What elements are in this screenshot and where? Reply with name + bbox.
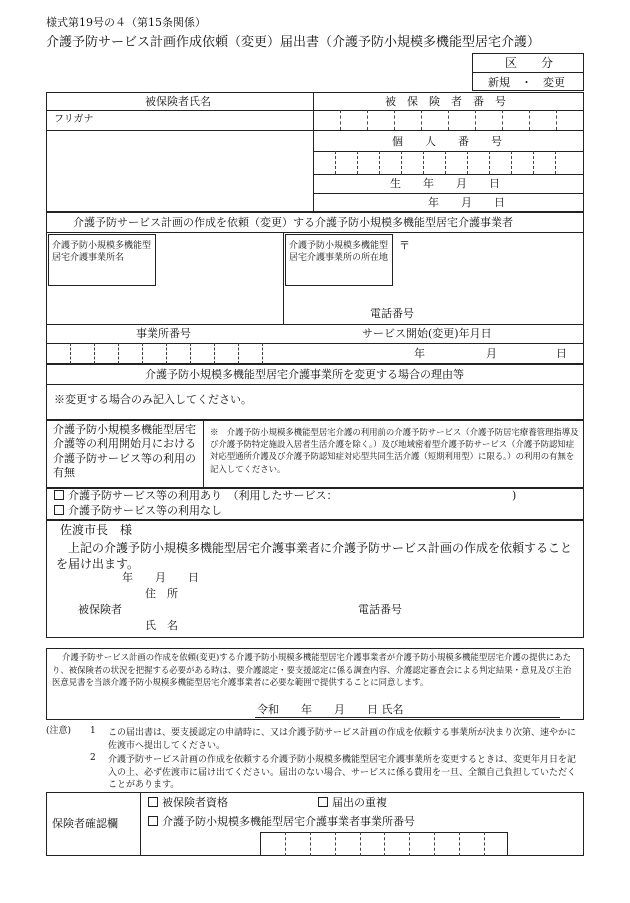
- request-phone-label: 電話番号: [358, 603, 402, 616]
- form-number: 様式第19号の４（第15条関係）: [46, 16, 206, 29]
- insured-number-field[interactable]: [314, 111, 583, 129]
- address-label: 住 所: [145, 587, 178, 600]
- note-2-num: 2: [90, 753, 96, 763]
- request-applicant-field[interactable]: [190, 586, 570, 634]
- kubun-label: 区 分: [505, 56, 554, 70]
- provider-name-field[interactable]: [48, 288, 280, 322]
- consent-sign-line[interactable]: 令和 年 月 日 氏名: [257, 703, 404, 716]
- start-date-year: 年: [414, 347, 425, 360]
- provider-name-label: 介護予防小規模多機能型居宅介護事業所名: [52, 241, 152, 264]
- change-reason-title: 介護予防小規模多機能型居宅介護事業所を変更する場合の理由等: [145, 368, 464, 381]
- change-reason-field[interactable]: [48, 408, 580, 418]
- confirm-item-2-checkbox[interactable]: [318, 797, 328, 807]
- notes-label: (注意): [46, 726, 72, 736]
- provider-address-field[interactable]: [410, 236, 580, 296]
- confirm-label: 保険者確認欄: [52, 817, 118, 830]
- option-yes[interactable]: 介護予防サービス等の利用あり （利用したサービス：: [54, 490, 338, 501]
- request-name-label: 氏 名: [145, 619, 178, 632]
- prior-use-label: 介護予防小規模多機能型居宅介護等の利用開始月における介護予防サービス等の利用の有無: [53, 423, 196, 479]
- office-number-field[interactable]: [47, 344, 282, 363]
- confirm-item-1-checkbox[interactable]: [148, 797, 158, 807]
- addressee: 佐渡市長 様: [60, 523, 133, 537]
- option-yes-close: ): [512, 489, 517, 502]
- confirm-item-3-checkbox[interactable]: [148, 816, 158, 826]
- consent-text: 介護予防サービス計画の作成を依頼(変更)する介護予防小規模多機能型居宅介護事業者が介護予防小規模多機能型居宅介護の提供にあたり、被保険者の状況を把握する必要がある時は、要介護認定・要支援認定に係る調査内容、介護認定審査会による判定結果・意見及び主治医意見書を当該介護予防小規模多機能型居宅介護事業者に必要な範囲で提供することに同意します。: [52, 652, 572, 688]
- provider-phone-label: 電話番号: [370, 307, 414, 320]
- option-no[interactable]: 介護予防サービス等の利用なし: [54, 505, 222, 516]
- confirm-item-2[interactable]: 届出の重複: [318, 797, 387, 808]
- request-body: 上記の介護予防小規模多機能型居宅介護事業者に介護予防サービス計画の作成を依頼することを届け出ます。: [56, 541, 573, 572]
- office-number-label: 事業所番号: [136, 327, 191, 340]
- start-date-field[interactable]: [285, 344, 582, 363]
- insured-number-label: 被 保 険 者 番 号: [385, 95, 506, 108]
- provider-address-label: 介護予防小規模多機能型居宅介護事業所の所在地: [289, 241, 389, 264]
- insured-name-field[interactable]: [54, 132, 304, 210]
- prior-use-note: ※ 介護予防小規模多機能型居宅介護の利用前の介護予防サービス（介護予防居宅療養管理指導及び介護予防特定施設入居者生活介護を除く。）及び地域密着型介護予防サービス（介護予防認知症対応型通所介護及び介護予防認知症対応型共同生活介護（短期利用型）に限る。）の利用の有無を記入してください。: [210, 427, 579, 474]
- kubun-options[interactable]: 新規 ・ 変更: [488, 76, 565, 89]
- option-yes-checkbox[interactable]: [54, 490, 64, 500]
- individual-number-field[interactable]: [314, 152, 583, 173]
- insured-name-label: 被保険者氏名: [145, 95, 211, 108]
- postal-mark: 〒: [399, 239, 410, 252]
- note-1: この届出書は、要支援認定の申請時に、又は介護予防サービス計画の作成を依頼する事業所が決まり次第、速やかに佐渡市へ提出してください。: [108, 728, 577, 751]
- insured-label: 被保険者: [78, 603, 122, 616]
- birth-label: 生 年 月 日: [390, 177, 500, 190]
- change-reason-note: ※変更する場合のみ記入してください。: [54, 393, 252, 406]
- option-no-checkbox[interactable]: [54, 505, 64, 515]
- start-date-day: 日: [556, 347, 567, 360]
- note-2: 介護予防サービス計画の作成を依頼する介護予防小規模多機能型居宅介護事業所を変更するときは、変更年月日を記入の上、必ず佐渡市に届け出てください。届出のない場合、サービスに係る費用を一旦、全額自己負担していただくことがあります。: [108, 755, 577, 791]
- start-date-label: サービス開始(変更)年月日: [362, 327, 492, 340]
- note-1-num: 1: [90, 726, 96, 736]
- provider-section-title: 介護予防サービス計画の作成を依頼（変更）する介護予防小規模多機能型居宅介護事業者: [73, 216, 513, 229]
- request-date[interactable]: 年 月 日: [122, 571, 199, 584]
- confirm-item-3[interactable]: 介護予防小規模多機能型居宅介護事業者事業所番号: [148, 816, 415, 827]
- birth-date-field[interactable]: 年 月 日: [428, 196, 505, 209]
- individual-number-label: 個 人 番 号: [392, 135, 502, 148]
- start-date-month: 月: [486, 347, 497, 360]
- form-title: 介護予防サービス計画作成依頼（変更）届出書（介護予防小規模多機能型居宅介護）: [46, 35, 541, 50]
- furigana-label: フリガナ: [54, 114, 94, 125]
- confirm-item-1[interactable]: 被保険者資格: [148, 797, 228, 808]
